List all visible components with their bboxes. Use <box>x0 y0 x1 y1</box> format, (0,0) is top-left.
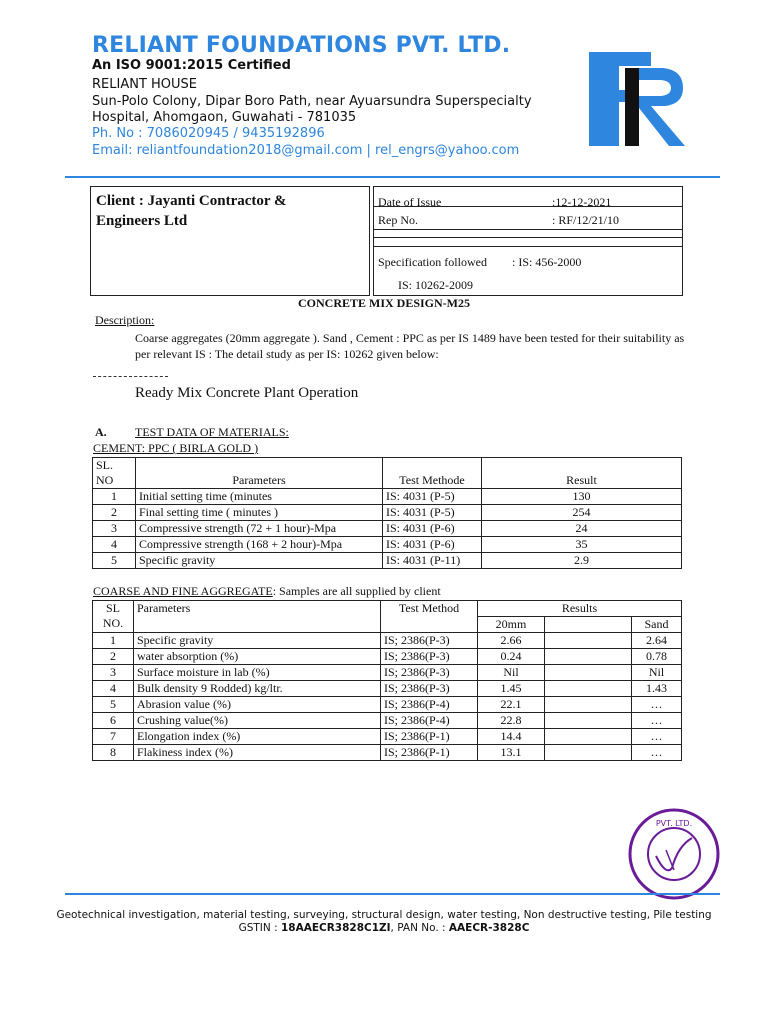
cell-sand: 0.78 <box>632 649 682 665</box>
pan-label: , PAN No. : <box>390 922 449 934</box>
rep-label: Rep No. <box>378 213 418 227</box>
company-logo <box>585 46 695 150</box>
cell-parameter: Specific gravity <box>136 553 383 569</box>
cell-parameter: Initial setting time (minutes <box>136 489 383 505</box>
col-parameters: Parameters <box>134 601 381 633</box>
sl-header-2: NO <box>96 473 114 487</box>
cell-method: IS; 2386(P-4) <box>381 697 478 713</box>
cell-method: IS; 2386(P-3) <box>381 649 478 665</box>
footer-services: Geotechnical investigation, material testing, surveying, structural design, water testing, Non destructive testing, Pile testing <box>56 909 712 921</box>
cell-method: IS; 2386(P-3) <box>381 681 478 697</box>
aggregate-heading-note: : Samples are all supplied by client <box>272 584 441 598</box>
col-blank <box>545 617 632 633</box>
section-letter: A. <box>95 425 107 439</box>
cell-parameter: water absorption (%) <box>134 649 381 665</box>
col-results: Results <box>478 601 682 617</box>
logo-mark <box>589 52 685 146</box>
description-label: Description: <box>95 313 155 327</box>
client-name <box>96 191 356 231</box>
cell-sl: 1 <box>93 633 134 649</box>
pan-value: AAECR-3828C <box>448 922 530 934</box>
client-line-2: Engineers Ltd <box>96 213 188 229</box>
aggregate-heading <box>93 584 441 599</box>
rep-row <box>374 207 682 230</box>
table-row <box>93 745 682 761</box>
footer-divider <box>65 893 720 895</box>
divider-short <box>93 376 168 377</box>
cell-sand: … <box>632 713 682 729</box>
table-header-row <box>93 601 682 617</box>
cell-sl: 8 <box>93 745 134 761</box>
table-header-row <box>93 458 682 489</box>
cell-parameter: Flakiness index (%) <box>134 745 381 761</box>
table-row <box>93 681 682 697</box>
col-20mm: 20mm <box>478 617 545 633</box>
table-row <box>93 713 682 729</box>
cell-20mm: Nil <box>478 665 545 681</box>
cell-20mm: 0.24 <box>478 649 545 665</box>
report-info-box <box>373 186 683 296</box>
cell-sl: 4 <box>93 681 134 697</box>
table-row <box>93 697 682 713</box>
cell-sl: 1 <box>93 489 136 505</box>
cell-parameter: Elongation index (%) <box>134 729 381 745</box>
cell-sl: 4 <box>93 537 136 553</box>
rmc-heading: Ready Mix Concrete Plant Operation <box>135 385 359 401</box>
cell-method: IS: 4031 (P-11) <box>383 553 482 569</box>
cement-heading: CEMENT: PPC ( BIRLA GOLD ) <box>93 441 259 455</box>
sl-header-1: SL <box>105 601 120 615</box>
address-line-1: Sun-Polo Colony, Dipar Boro Path, near Ayuarsundra Superspecialty <box>92 94 532 109</box>
sl-header-2: NO. <box>102 616 124 630</box>
cell-method: IS: 4031 (P-5) <box>383 489 482 505</box>
cell-sand: … <box>632 729 682 745</box>
date-row <box>374 187 682 207</box>
table-row <box>93 521 682 537</box>
cell-method: IS: 4031 (P-5) <box>383 505 482 521</box>
cell-blank <box>545 729 632 745</box>
col-sl <box>93 458 136 489</box>
col-result: Result <box>482 458 682 489</box>
col-sand: Sand <box>632 617 682 633</box>
cell-blank <box>545 745 632 761</box>
cell-sl: 7 <box>93 729 134 745</box>
cell-sl: 6 <box>93 713 134 729</box>
cell-parameter: Bulk density 9 Rodded) kg/ltr. <box>134 681 381 697</box>
cell-result: 2.9 <box>482 553 682 569</box>
cell-method: IS; 2386(P-3) <box>381 665 478 681</box>
col-method: Test Methode <box>383 458 482 489</box>
date-value: :12-12-2021 <box>552 195 612 209</box>
cell-method: IS; 2386(P-1) <box>381 729 478 745</box>
cell-method: IS; 2386(P-3) <box>381 633 478 649</box>
document-title: CONCRETE MIX DESIGN-M25 <box>297 296 470 310</box>
table-row <box>93 665 682 681</box>
cell-sand: 1.43 <box>632 681 682 697</box>
cell-result: 130 <box>482 489 682 505</box>
cell-blank <box>545 697 632 713</box>
col-method: Test Method <box>381 601 478 633</box>
phone-number: Ph. No : 7086020945 / 9435192896 <box>92 126 325 141</box>
cell-sl: 3 <box>93 521 136 537</box>
cell-method: IS; 2386(P-4) <box>381 713 478 729</box>
aggregate-table <box>92 600 682 761</box>
table-row <box>93 553 682 569</box>
gstin-value: 18AAECR3828C1ZI <box>280 922 391 934</box>
cell-method: IS: 4031 (P-6) <box>383 537 482 553</box>
cell-20mm: 22.1 <box>478 697 545 713</box>
spec-label: Specification followed <box>378 255 487 269</box>
table-row <box>93 505 682 521</box>
house-name: RELIANT HOUSE <box>92 77 198 92</box>
company-seal <box>626 806 722 902</box>
table-row <box>93 649 682 665</box>
header-divider <box>65 176 720 178</box>
cell-sand: 2.64 <box>632 633 682 649</box>
footer-tax-ids <box>0 922 768 934</box>
description-text: Coarse aggregates (20mm aggregate ). Sand , Cement : PPC as per IS 1489 have been tested for their suitability as per relevant IS : The detail study as per IS: 10262 given below: <box>135 331 685 361</box>
cell-20mm: 2.66 <box>478 633 545 649</box>
spec-value: : IS: 456-2000 <box>512 255 582 269</box>
cell-20mm: 22.8 <box>478 713 545 729</box>
cell-sl: 5 <box>93 697 134 713</box>
blank-row-2 <box>374 238 682 247</box>
cell-20mm: 13.1 <box>478 745 545 761</box>
cell-20mm: 14.4 <box>478 729 545 745</box>
seal-text: PVT. LTD. <box>655 819 693 828</box>
address-line-2: Hospital, Ahomgaon, Guwahati - 781035 <box>92 110 357 125</box>
col-sl <box>93 601 134 633</box>
cell-parameter: Surface moisture in lab (%) <box>134 665 381 681</box>
cell-parameter: Abrasion value (%) <box>134 697 381 713</box>
cement-table <box>92 457 682 569</box>
cell-blank <box>545 665 632 681</box>
cell-parameter: Final setting time ( minutes ) <box>136 505 383 521</box>
cell-blank <box>545 649 632 665</box>
email-line: Email: reliantfoundation2018@gmail.com | rel_engrs@yahoo.com <box>92 143 520 158</box>
cell-sl: 2 <box>93 649 134 665</box>
table-row <box>93 537 682 553</box>
iso-certification: An ISO 9001:2015 Certified <box>92 58 291 73</box>
section-title: TEST DATA OF MATERIALS: <box>135 425 289 439</box>
cell-blank <box>545 681 632 697</box>
table-row <box>93 729 682 745</box>
cell-parameter: Specific gravity <box>134 633 381 649</box>
cell-parameter: Compressive strength (168 + 2 hour)-Mpa <box>136 537 383 553</box>
aggregate-heading-title: COARSE AND FINE AGGREGATE <box>93 584 273 598</box>
cell-method: IS; 2386(P-1) <box>381 745 478 761</box>
table-row <box>93 633 682 649</box>
cell-parameter: Crushing value(%) <box>134 713 381 729</box>
client-line-1: Client : Jayanti Contractor & <box>96 193 287 209</box>
cell-sand: … <box>632 697 682 713</box>
blank-row <box>374 230 682 238</box>
cell-parameter: Compressive strength (72 + 1 hour)-Mpa <box>136 521 383 537</box>
cell-sl: 5 <box>93 553 136 569</box>
sl-header-1: SL. <box>96 458 114 472</box>
cell-blank <box>545 713 632 729</box>
cell-method: IS: 4031 (P-6) <box>383 521 482 537</box>
cell-sand: … <box>632 745 682 761</box>
rep-value: : RF/12/21/10 <box>552 213 620 227</box>
table-row <box>93 489 682 505</box>
cell-sl: 3 <box>93 665 134 681</box>
spec-value-2: IS: 10262-2009 <box>398 278 473 292</box>
cell-blank <box>545 633 632 649</box>
date-label: Date of Issue <box>378 195 442 209</box>
cell-sl: 2 <box>93 505 136 521</box>
gstin-label: GSTIN : <box>238 922 281 934</box>
col-parameters: Parameters <box>136 458 383 489</box>
cell-result: 35 <box>482 537 682 553</box>
company-name: RELIANT FOUNDATIONS PVT. LTD. <box>92 33 511 58</box>
cell-20mm: 1.45 <box>478 681 545 697</box>
cell-result: 24 <box>482 521 682 537</box>
cell-sand: Nil <box>632 665 682 681</box>
cell-result: 254 <box>482 505 682 521</box>
